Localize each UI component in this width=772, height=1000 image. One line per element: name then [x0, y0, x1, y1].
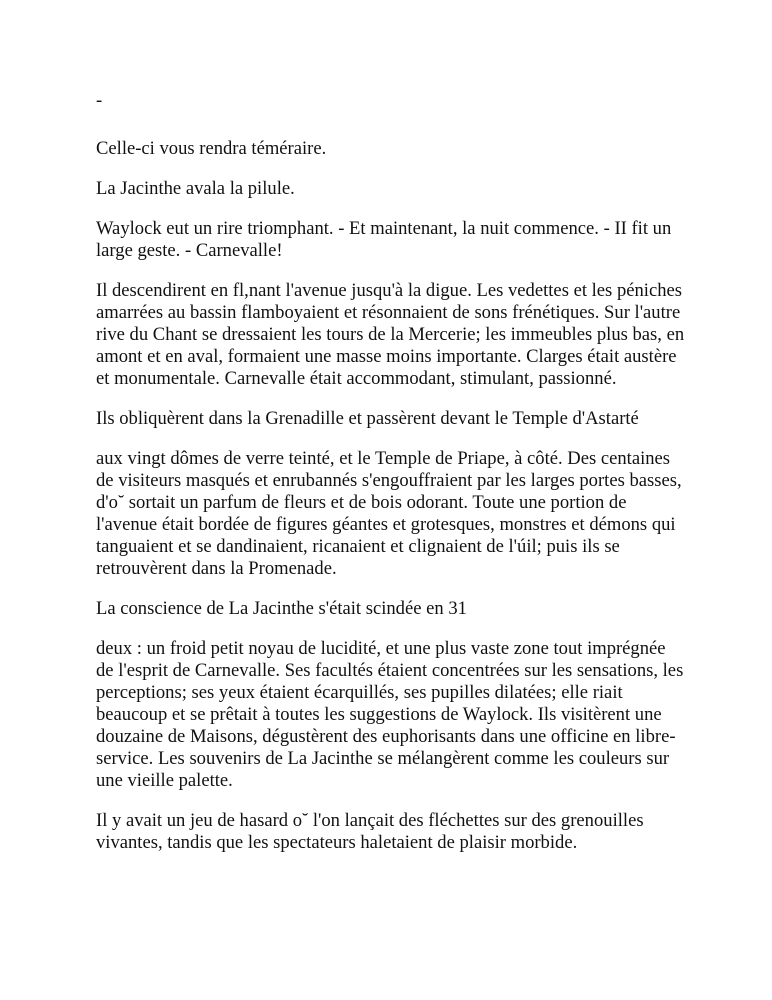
document-page [96, 90, 686, 872]
paragraph: Ils obliquèrent dans la Grenadille et passèrent devant le Temple d'Astarté [96, 408, 639, 429]
paragraph: Waylock eut un rire triomphant. - Et maintenant, la nuit commence. - II fit un large geste. - Carnevalle! [96, 218, 672, 261]
paragraph: Celle-ci vous rendra téméraire. [96, 138, 327, 159]
paragraph-dash: - [96, 90, 103, 111]
paragraph: La conscience de La Jacinthe s'était scindée en 31 [96, 598, 467, 619]
paragraph: deux : un froid petit noyau de lucidité, et une plus vaste zone tout imprégnée de l'esprit de Carnevalle. Ses facultés étaient concentrées sur les sensations, les perceptions; ses yeux étaient écarquillés, ses pupilles dilatées; elle riait beaucoup et se prêtait à toutes les suggestions de Waylock. Ils visitèrent une douzaine de Maisons, dégustèrent des euphorisants dans une officine en libre-service. Les souvenirs de La Jacinthe se mélangèrent comme les couleurs sur une vieille palette. [96, 638, 684, 791]
paragraph: aux vingt dômes de verre teinté, et le Temple de Priape, à côté. Des centaines de visiteurs masqués et enrubannés s'engouffraient par les larges portes basses, d'o˘ sortait un parfum de fleurs et de bois odorant. Toute une portion de l'avenue était bordée de figures géantes et grotesques, monstres et démons qui tanguaient et se dandinaient, ricanaient et clignaient de l'úil; puis ils se retrouvèrent dans la Promenade. [96, 448, 682, 579]
paragraph: Il descendirent en fl,nant l'avenue jusqu'à la digue. Les vedettes et les péniches amarrées au bassin flamboyaient et résonnaient de sons frénétiques. Sur l'autre rive du Chant se dressaient les tours de la Mercerie; les immeubles plus bas, en amont et en aval, formaient une masse moins importante. Clarges était austère et monumentale. Carnevalle était accommodant, stimulant, passionné. [96, 280, 685, 389]
paragraph: La Jacinthe avala la pilule. [96, 178, 295, 199]
paragraph: Il y avait un jeu de hasard o˘ l'on lançait des fléchettes sur des grenouilles vivantes, tandis que les spectateurs haletaient de plaisir morbide. [96, 810, 644, 853]
